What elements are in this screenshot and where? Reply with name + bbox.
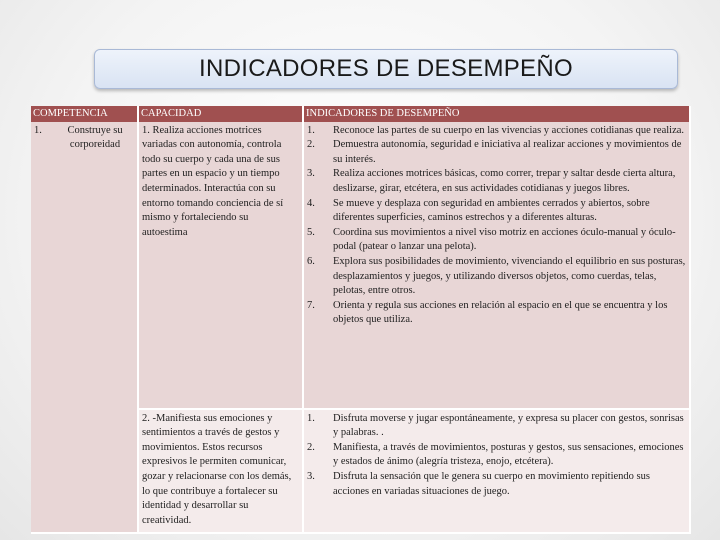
competencia-text: Construye su corporeidad (67, 124, 123, 151)
header-competencia: COMPETENCIA (31, 106, 138, 122)
list-item (307, 412, 686, 441)
indicators-table (31, 106, 691, 534)
indicator-text: Disfruta la sensación que le genera su cuerpo en movimiento repitiendo sus acciones en variadas situaciones de juego. (333, 470, 650, 497)
list-item (307, 138, 686, 167)
table-row (31, 122, 690, 409)
list-item (307, 299, 686, 328)
indicator-number: 1. (307, 124, 315, 136)
indicator-list (307, 412, 686, 500)
competencia-item (34, 124, 134, 153)
header-capacidad: CAPACIDAD (138, 106, 303, 122)
indicator-text: Se mueve y desplaza con seguridad en ambientes cerrados y abiertos, sobre diferentes superficies, caminos estrechos y a diferentes alturas. (333, 197, 650, 224)
indicator-number: 4. (307, 197, 315, 209)
list-item (307, 255, 686, 299)
indicator-text: Realiza acciones motrices básicas, como correr, trepar y saltar desde cierta altura, deslizarse, girar, etcétera, en sus actividades cotidianas y juegos libres. (333, 168, 676, 194)
list-item (307, 167, 686, 196)
indicator-number: 2. (307, 441, 315, 453)
page-title: INDICADORES DE DESEMPEÑO (199, 55, 573, 82)
indicator-number: 7. (307, 299, 315, 311)
indicator-number: 2. (307, 139, 315, 151)
indicadores-cell (303, 122, 690, 409)
competencia-number: 1. (34, 124, 42, 136)
list-item (307, 226, 686, 255)
indicator-text: Coordina sus movimientos a nivel viso motriz en acciones óculo-manual y óculo-podal (patear o lanzar una pelota). (333, 226, 676, 253)
indicator-text: Disfruta moverse y jugar espontáneamente, y expresa su placer con gestos, sonrisas y palabras. . (333, 412, 684, 439)
capacidad-cell: 1. Realiza acciones motrices variadas con autonomía, controla todo su cuerpo y cada una de sus partes en un espacio y un tiempo determinados. Interactúa con su entorno tomando conciencia de sí mismo y fortaleciendo su autoestima (138, 122, 303, 409)
indicator-text: Manifiesta, a través de movimientos, posturas y gestos, sus sensaciones, emociones y estados de ánimo (alegría tristeza, enojo, etcétera). (333, 441, 684, 468)
indicadores-cell (303, 409, 690, 534)
title-box (94, 49, 678, 89)
indicator-number: 3. (307, 470, 315, 482)
header-indicadores: INDICADORES DE DESEMPEÑO (303, 106, 690, 122)
list-item (307, 470, 686, 499)
indicator-text: Orienta y regula sus acciones en relación al espacio en el que se encuentra y los objetos que utiliza. (333, 299, 668, 326)
indicator-number: 3. (307, 168, 315, 180)
indicator-list (307, 124, 686, 328)
indicator-number: 5. (307, 226, 315, 238)
indicator-text: Demuestra autonomía, seguridad e iniciativa al realizar acciones y movimientos de su interés. (333, 139, 682, 165)
capacidad-cell: 2. -Manifiesta sus emociones y sentimientos a través de gestos y movimientos. Estos recursos expresivos le permiten comunicar, gozar y relacionarse con los demás, lo que contribuye a fortalecer su identidad y desarrollar su creatividad. (138, 409, 303, 534)
list-item (307, 124, 686, 139)
indicator-number: 1. (307, 412, 315, 424)
table-header-row (31, 106, 690, 122)
indicator-text: Reconoce las partes de su cuerpo en las vivencias y acciones cotidianas que realiza. (333, 124, 685, 136)
list-item (307, 197, 686, 226)
indicator-text: Explora sus posibilidades de movimiento, vivenciando el equilibrio en sus posturas, desplazamientos y juegos, y utilizando diversos objetos, como cuerdas, telas, pelotas, entre otros. (333, 255, 686, 297)
list-item (307, 441, 686, 470)
competencia-cell (31, 122, 138, 534)
indicator-number: 6. (307, 255, 315, 267)
